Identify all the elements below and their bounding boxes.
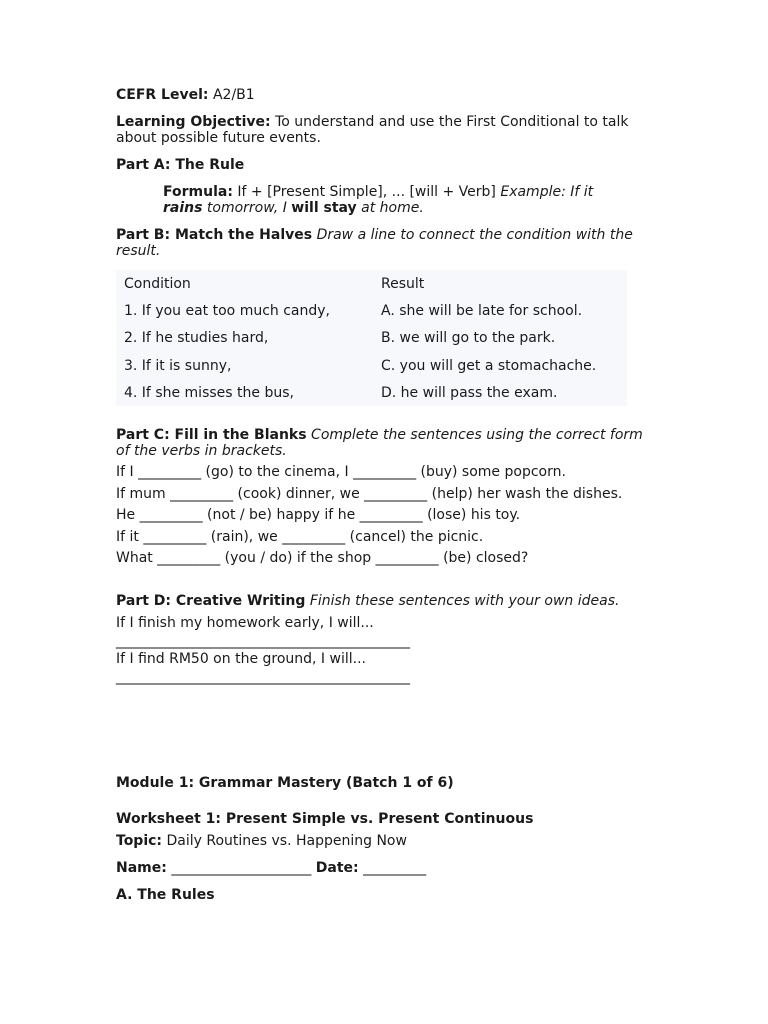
match-result-c: C. you will get a stomachache. <box>381 358 597 374</box>
example-lead: Example: If it <box>500 184 594 200</box>
name-label: Name: <box>116 860 167 876</box>
objective-text: To understand and use the First Conditional to talk about possible future events. <box>116 114 629 146</box>
formula-text: If + [Present Simple], ... [will + Verb] <box>237 184 496 200</box>
match-result-a: A. she will be late for school. <box>381 303 583 319</box>
part-c-instruction: Complete the sentences using the correct form of the verbs in brackets. <box>116 427 643 459</box>
match-condition-4: 4. If she misses the bus, <box>124 385 294 401</box>
part-b-title: Part B: Match the Halves <box>116 227 313 243</box>
objective-label: Learning Objective: <box>116 114 271 130</box>
formula-block <box>163 184 603 216</box>
match-condition-2: 2. If he studies hard, <box>124 330 269 346</box>
match-result-d: D. he will pass the exam. <box>381 385 558 401</box>
name-date-line <box>116 860 656 876</box>
worksheet-title <box>116 811 656 827</box>
writing-prompt-1: If I finish my homework early, I will... <box>116 615 374 631</box>
part-d-instruction: Finish these sentences with your own ideas. <box>309 593 620 609</box>
cefr-label: CEFR Level: <box>116 87 209 103</box>
part-c-title: Part C: Fill in the Blanks <box>116 427 307 443</box>
date-label: Date: <box>315 860 359 876</box>
worksheet-title-text: Worksheet 1: Present Simple vs. Present Continuous <box>116 811 534 827</box>
match-header-condition: Condition <box>124 276 191 292</box>
cefr-level <box>116 87 656 103</box>
topic-value: Daily Routines vs. Happening Now <box>166 833 407 849</box>
rules-heading-text: A. The Rules <box>116 887 215 903</box>
cefr-value: A2/B1 <box>212 87 255 103</box>
part-d-heading <box>116 593 656 609</box>
fill-blank-2: If mum _________ (cook) dinner, we _________ (help) her wash the dishes. <box>116 486 623 502</box>
rules-heading <box>116 887 656 903</box>
part-a-title-text: Part A: The Rule <box>116 157 245 173</box>
match-result-b: B. we will go to the park. <box>381 330 556 346</box>
fill-blank-4: If it _________ (rain), we _________ (cancel) the picnic. <box>116 529 484 545</box>
match-header-result: Result <box>381 276 425 292</box>
name-blank: ____________________ <box>171 860 312 876</box>
part-b-heading <box>116 227 656 259</box>
example-mid: tomorrow, I <box>206 200 287 216</box>
match-condition-1: 1. If you eat too much candy, <box>124 303 330 319</box>
writing-line-1: __________________________________________ <box>116 633 410 649</box>
example-word-rains: rains <box>163 200 203 216</box>
writing-prompt-2: If I find RM50 on the ground, I will... <box>116 651 366 667</box>
example-end: at home. <box>361 200 424 216</box>
part-c-heading <box>116 427 656 459</box>
fill-blank-3: He _________ (not / be) happy if he _________ (lose) his toy. <box>116 507 521 523</box>
fill-blank-1: If I _________ (go) to the cinema, I _________ (buy) some popcorn. <box>116 464 566 480</box>
match-condition-3: 3. If it is sunny, <box>124 358 232 374</box>
match-table <box>116 270 627 406</box>
example-word-will-stay: will stay <box>291 200 357 216</box>
topic-label: Topic: <box>116 833 163 849</box>
topic-line <box>116 833 656 849</box>
part-b-instruction: Draw a line to connect the condition with the result. <box>116 227 633 259</box>
writing-line-2: __________________________________________ <box>116 669 410 685</box>
fill-blank-5: What _________ (you / do) if the shop _________ (be) closed? <box>116 550 529 566</box>
date-blank: _________ <box>363 860 427 876</box>
module-title-text: Module 1: Grammar Mastery (Batch 1 of 6) <box>116 775 454 791</box>
learning-objective <box>116 114 656 146</box>
formula-label: Formula: <box>163 184 233 200</box>
part-d-title: Part D: Creative Writing <box>116 593 306 609</box>
module-title <box>116 775 656 791</box>
part-a-title <box>116 157 656 173</box>
